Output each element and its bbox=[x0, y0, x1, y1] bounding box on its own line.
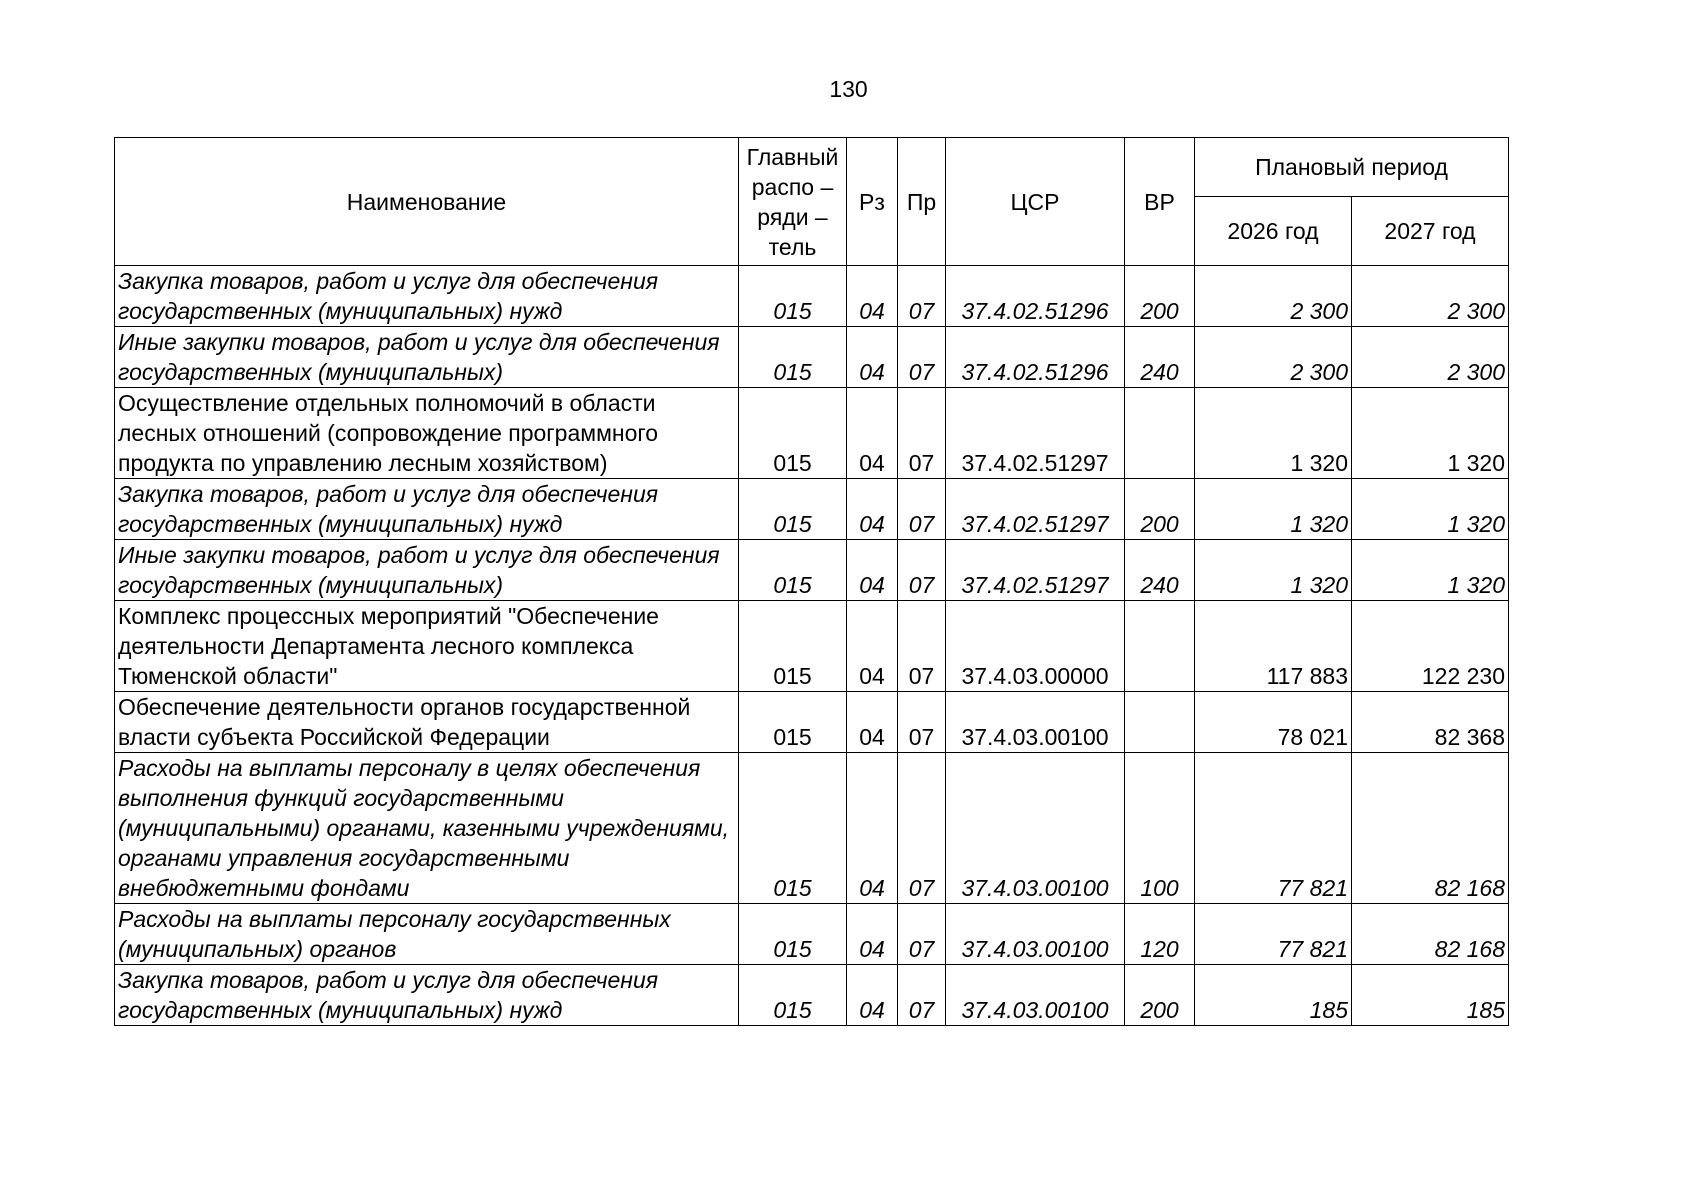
cell-pr: 07 bbox=[898, 692, 946, 753]
header-csr: ЦСР bbox=[946, 138, 1125, 266]
header-plan-period: Плановый период bbox=[1195, 138, 1509, 197]
cell-vr: 240 bbox=[1125, 327, 1195, 388]
cell-name: Обеспечение деятельности органов государственной власти субъекта Российской Федерации bbox=[115, 692, 739, 753]
cell-2026: 2 300 bbox=[1195, 266, 1352, 327]
header-rz: Рз bbox=[847, 138, 898, 266]
cell-grbs: 015 bbox=[739, 388, 847, 479]
cell-pr: 07 bbox=[898, 601, 946, 692]
header-vr: ВР bbox=[1125, 138, 1195, 266]
cell-grbs: 015 bbox=[739, 540, 847, 601]
cell-name: Расходы на выплаты персоналу государственных (муниципальных) органов bbox=[115, 904, 739, 965]
cell-csr: 37.4.02.51297 bbox=[946, 388, 1125, 479]
cell-2027: 82 368 bbox=[1352, 692, 1509, 753]
cell-2027: 82 168 bbox=[1352, 904, 1509, 965]
cell-pr: 07 bbox=[898, 904, 946, 965]
table-row bbox=[115, 327, 1509, 388]
cell-rz: 04 bbox=[847, 601, 898, 692]
cell-2027: 122 230 bbox=[1352, 601, 1509, 692]
cell-vr: 240 bbox=[1125, 540, 1195, 601]
cell-name: Расходы на выплаты персоналу в целях обеспечения выполнения функций государственными (муниципальными) органами, казенными учреждениями, органами управления государственными внебюджетными фондами bbox=[115, 753, 739, 904]
table-row bbox=[115, 479, 1509, 540]
cell-rz: 04 bbox=[847, 904, 898, 965]
cell-name: Закупка товаров, работ и услуг для обеспечения государственных (муниципальных) нужд bbox=[115, 479, 739, 540]
cell-csr: 37.4.02.51297 bbox=[946, 479, 1125, 540]
table-row bbox=[115, 965, 1509, 1026]
cell-csr: 37.4.03.00100 bbox=[946, 753, 1125, 904]
table-row bbox=[115, 904, 1509, 965]
header-grbs bbox=[739, 138, 847, 266]
cell-grbs: 015 bbox=[739, 479, 847, 540]
cell-pr: 07 bbox=[898, 753, 946, 904]
cell-vr: 100 bbox=[1125, 753, 1195, 904]
cell-pr: 07 bbox=[898, 327, 946, 388]
cell-vr bbox=[1125, 692, 1195, 753]
table-header bbox=[115, 138, 1509, 266]
cell-name: Осуществление отдельных полномочий в области лесных отношений (сопровождение программного продукта по управлению лесным хозяйством) bbox=[115, 388, 739, 479]
cell-rz: 04 bbox=[847, 540, 898, 601]
cell-rz: 04 bbox=[847, 266, 898, 327]
cell-grbs: 015 bbox=[739, 266, 847, 327]
table-row bbox=[115, 692, 1509, 753]
cell-2026: 1 320 bbox=[1195, 388, 1352, 479]
cell-grbs: 015 bbox=[739, 327, 847, 388]
cell-pr: 07 bbox=[898, 266, 946, 327]
cell-pr: 07 bbox=[898, 965, 946, 1026]
cell-grbs: 015 bbox=[739, 601, 847, 692]
cell-csr: 37.4.02.51296 bbox=[946, 327, 1125, 388]
cell-vr: 120 bbox=[1125, 904, 1195, 965]
cell-csr: 37.4.03.00100 bbox=[946, 904, 1125, 965]
cell-rz: 04 bbox=[847, 965, 898, 1026]
table-row bbox=[115, 601, 1509, 692]
page-number: 130 bbox=[829, 76, 868, 102]
cell-csr: 37.4.03.00000 bbox=[946, 601, 1125, 692]
cell-2026: 77 821 bbox=[1195, 753, 1352, 904]
header-year-2027: 2027 год bbox=[1352, 197, 1509, 266]
cell-2026: 77 821 bbox=[1195, 904, 1352, 965]
cell-rz: 04 bbox=[847, 327, 898, 388]
cell-name: Иные закупки товаров, работ и услуг для обеспечения государственных (муниципальных) bbox=[115, 540, 739, 601]
cell-2027: 2 300 bbox=[1352, 327, 1509, 388]
cell-2026: 185 bbox=[1195, 965, 1352, 1026]
cell-name: Закупка товаров, работ и услуг для обеспечения государственных (муниципальных) нужд bbox=[115, 266, 739, 327]
cell-grbs: 015 bbox=[739, 692, 847, 753]
cell-csr: 37.4.03.00100 bbox=[946, 965, 1125, 1026]
table-body bbox=[115, 266, 1509, 1026]
cell-2027: 1 320 bbox=[1352, 540, 1509, 601]
cell-2026: 1 320 bbox=[1195, 540, 1352, 601]
table-row bbox=[115, 266, 1509, 327]
cell-csr: 37.4.02.51297 bbox=[946, 540, 1125, 601]
cell-grbs: 015 bbox=[739, 753, 847, 904]
cell-vr bbox=[1125, 388, 1195, 479]
cell-csr: 37.4.02.51296 bbox=[946, 266, 1125, 327]
cell-name: Закупка товаров, работ и услуг для обеспечения государственных (муниципальных) нужд bbox=[115, 965, 739, 1026]
cell-vr bbox=[1125, 601, 1195, 692]
budget-table bbox=[114, 137, 1509, 1026]
header-name: Наименование bbox=[115, 138, 739, 266]
cell-2026: 117 883 bbox=[1195, 601, 1352, 692]
cell-2027: 1 320 bbox=[1352, 479, 1509, 540]
cell-grbs: 015 bbox=[739, 965, 847, 1026]
cell-pr: 07 bbox=[898, 479, 946, 540]
header-grbs-line: ряди – bbox=[757, 203, 828, 230]
cell-2026: 1 320 bbox=[1195, 479, 1352, 540]
cell-rz: 04 bbox=[847, 388, 898, 479]
table-row bbox=[115, 753, 1509, 904]
cell-2026: 78 021 bbox=[1195, 692, 1352, 753]
cell-2027: 2 300 bbox=[1352, 266, 1509, 327]
cell-rz: 04 bbox=[847, 692, 898, 753]
header-grbs-line: распо – bbox=[751, 173, 834, 200]
cell-2027: 82 168 bbox=[1352, 753, 1509, 904]
cell-2027: 1 320 bbox=[1352, 388, 1509, 479]
cell-rz: 04 bbox=[847, 479, 898, 540]
header-pr: Пр bbox=[898, 138, 946, 266]
header-year-2026: 2026 год bbox=[1195, 197, 1352, 266]
cell-pr: 07 bbox=[898, 388, 946, 479]
cell-vr: 200 bbox=[1125, 479, 1195, 540]
table-row bbox=[115, 388, 1509, 479]
cell-name: Комплекс процессных мероприятий "Обеспечение деятельности Департамента лесного комплекса Тюменской области" bbox=[115, 601, 739, 692]
header-grbs-line: Главный bbox=[746, 143, 839, 170]
cell-name: Иные закупки товаров, работ и услуг для обеспечения государственных (муниципальных) bbox=[115, 327, 739, 388]
cell-csr: 37.4.03.00100 bbox=[946, 692, 1125, 753]
cell-2027: 185 bbox=[1352, 965, 1509, 1026]
table-row bbox=[115, 540, 1509, 601]
cell-2026: 2 300 bbox=[1195, 327, 1352, 388]
cell-pr: 07 bbox=[898, 540, 946, 601]
cell-rz: 04 bbox=[847, 753, 898, 904]
cell-grbs: 015 bbox=[739, 904, 847, 965]
cell-vr: 200 bbox=[1125, 266, 1195, 327]
cell-vr: 200 bbox=[1125, 965, 1195, 1026]
header-grbs-line: тель bbox=[768, 233, 817, 260]
